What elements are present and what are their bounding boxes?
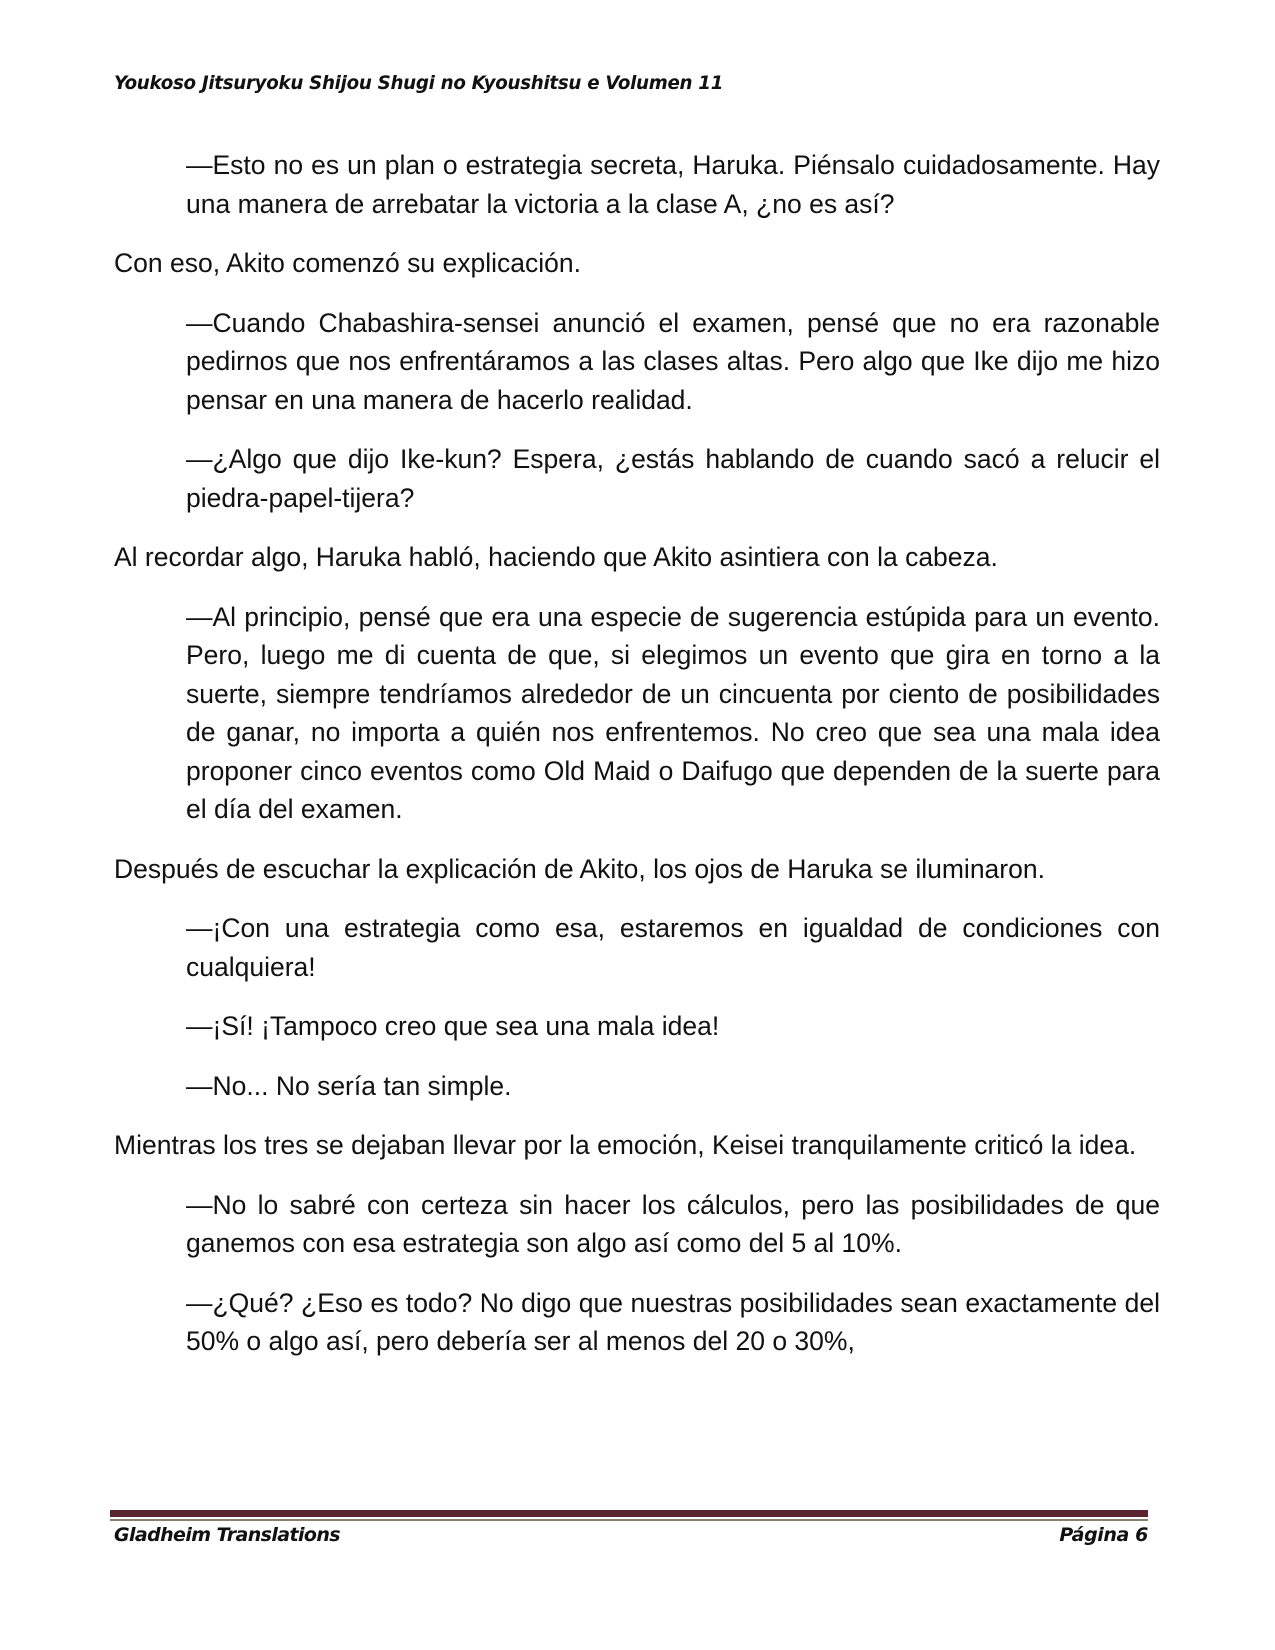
footer-publisher: Gladheim Translations (114, 1524, 340, 1546)
narration-paragraph: Mientras los tres se dejaban llevar por la emoción, Keisei tranquilamente criticó la idea. (114, 1130, 1137, 1160)
dialogue-paragraph: —¿Qué? ¿Eso es todo? No digo que nuestras posibilidades sean exactamente del 50% o algo así, pero debería ser al menos del 20 o 30%, (186, 1287, 1160, 1356)
dialogue-paragraph: —¡Con una estrategia como esa, estaremos en igualdad de condiciones con cualquiera! (186, 913, 1160, 982)
dialogue-paragraph: —¡Sí! ¡Tampoco creo que sea una mala idea! (186, 1011, 720, 1041)
narration-paragraph: Después de escuchar la explicación de Akito, los ojos de Haruka se iluminaron. (114, 853, 1045, 884)
dialogue-paragraph: —No... No sería tan simple. (186, 1070, 512, 1101)
footer-divider-thin (110, 1519, 1148, 1521)
dialogue-paragraph: —¿Algo que dijo Ike-kun? Espera, ¿estás hablando de cuando sacó a relucir el piedra-papel-tijera? (186, 444, 1160, 513)
body-text (114, 146, 1160, 1382)
dialogue-paragraph: —Al principio, pensé que era una especie de sugerencia estúpida para un evento. Pero, luego me di cuenta de que, si elegimos un evento que gira en torno a la suerte, siempre tendríamos alrededor de un cincuenta por ciento de posibilidades de ganar, no importa a quién nos enfrentemos. No creo que sea una mala idea proponer cinco eventos como Old Maid o Daifugo que dependen de la suerte para el día del examen. (186, 601, 1160, 824)
dialogue-paragraph: —Esto no es un plan o estrategia secreta, Haruka. Piénsalo cuidadosamente. Hay una manera de arrebatar la victoria a la clase A, ¿no es así? (186, 150, 1160, 219)
narration-paragraph: Al recordar algo, Haruka habló, haciendo que Akito asintiera con la cabeza. (114, 542, 998, 572)
footer-divider-thick (110, 1510, 1148, 1517)
page-footer (114, 1524, 1148, 1554)
dialogue-paragraph: —No lo sabré con certeza sin hacer los cálculos, pero las posibilidades de que ganemos con esa estrategia son algo así como del 5 al 10%. (186, 1189, 1160, 1258)
footer-divider (110, 1510, 1148, 1521)
narration-paragraph: Con eso, Akito comenzó su explicación. (114, 248, 581, 278)
footer-page-number: Página 6 (1059, 1524, 1148, 1546)
running-header-title: Youkoso Jitsuryoku Shijou Shugi no Kyoushitsu e Volumen 11 (114, 72, 724, 94)
dialogue-paragraph: —Cuando Chabashira-sensei anunció el examen, pensé que no era razonable pedirnos que nos enfrentáramos a las clases altas. Pero algo que Ike dijo me hizo pensar en una manera de hacerlo realidad. (186, 307, 1160, 415)
